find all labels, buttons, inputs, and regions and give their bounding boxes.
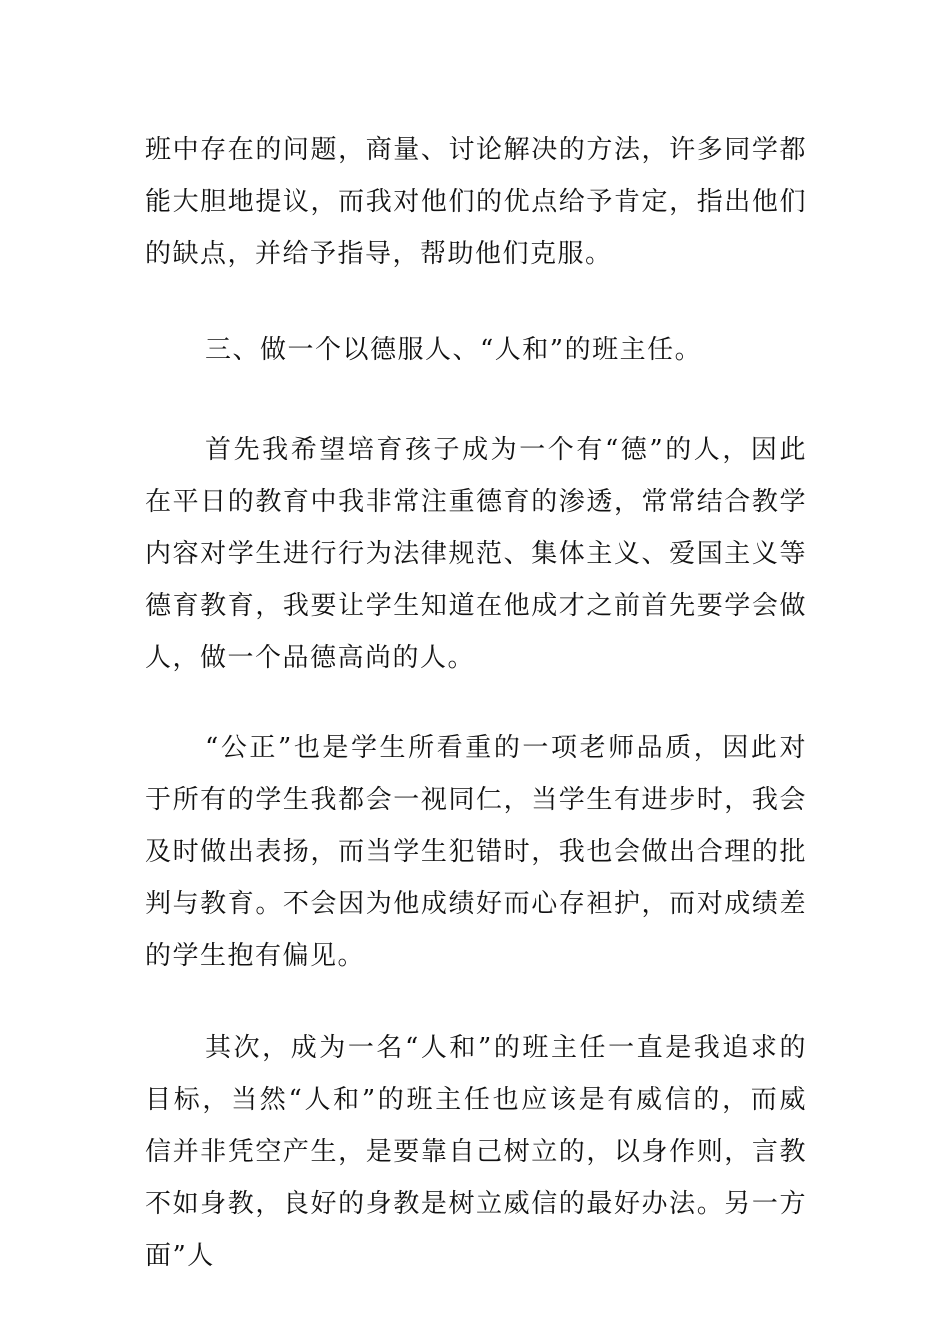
paragraph-harmony: 其次，成为一名“人和”的班主任一直是我追求的目标，当然“人和”的班主任也应该是有威信的，而威信并非凭空产生，是要靠自己树立的，以身作则，言教不如身教，良好的身教是树立威信的最好办法。另一方面”人 — [145, 1033, 807, 1271]
paragraph-fairness: “公正”也是学生所看重的一项老师品质，因此对于所有的学生我都会一视同仁，当学生有进步时，我会及时做出表扬，而当学生犯错时，我也会做出合理的批判与教育。不会因为他成绩好而心存袒护，而对成绩差的学生抱有偏见。 — [145, 733, 807, 971]
section-heading: 三、做一个以德服人、“人和”的班主任。 — [205, 335, 703, 365]
paragraph-moral-education: 首先我希望培育孩子成为一个有“德”的人，因此在平日的教育中我非常注重德育的渗透，常常结合教学内容对学生进行行为法律规范、集体主义、爱国主义等德育教育，我要让学生知道在他成才之前首先要学会做人，做一个品德高尚的人。 — [145, 435, 807, 673]
paragraph-continued: 班中存在的问题，商量、讨论解决的方法，许多同学都能大胆地提议，而我对他们的优点给予肯定，指出他们的缺点，并给予指导，帮助他们克服。 — [145, 135, 807, 269]
